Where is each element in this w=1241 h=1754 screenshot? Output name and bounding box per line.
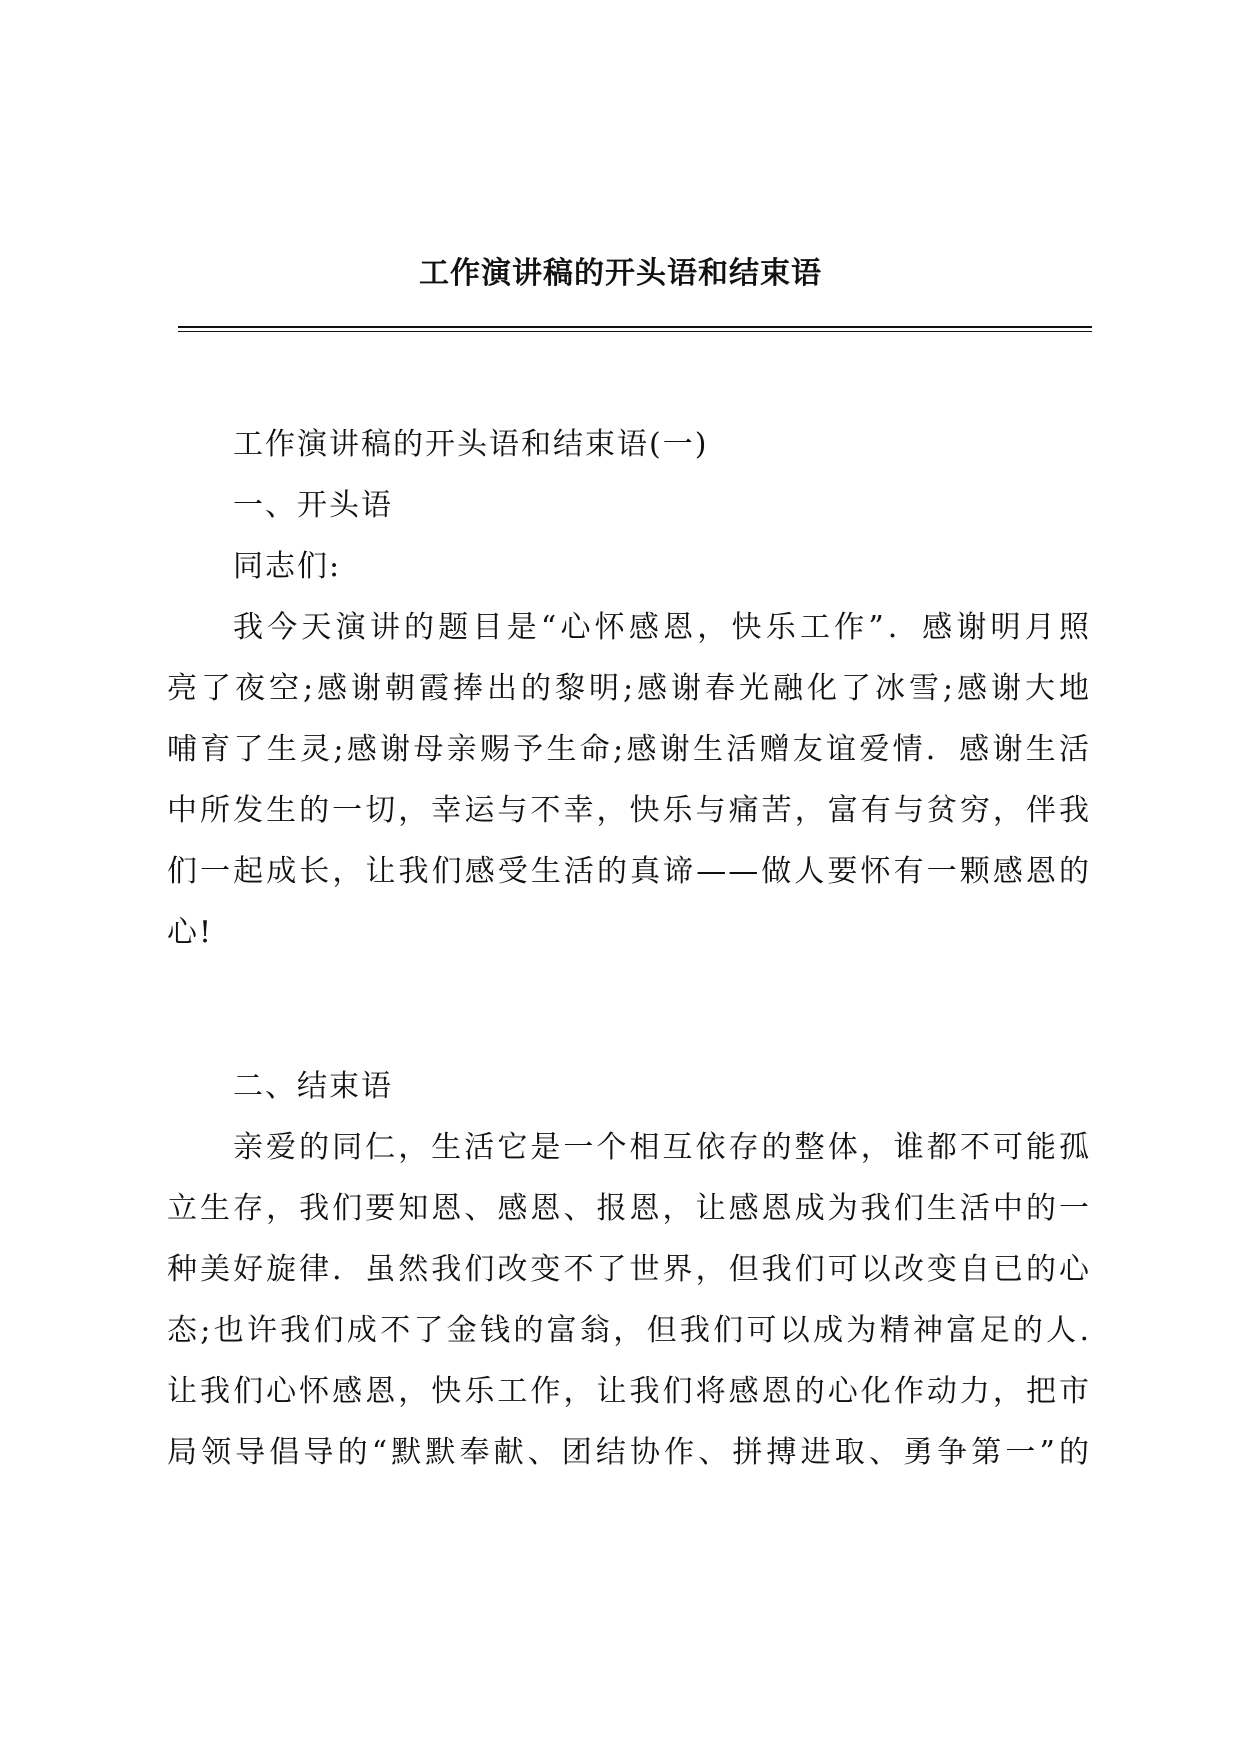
opening-paragraph-line: 中所发生的一切，幸运与不幸，快乐与痛苦，富有与贫穷，伴我	[167, 793, 1091, 828]
opening-paragraph-line: 们一起成长，让我们感受生活的真谛——做人要怀有一颗感恩的	[167, 854, 1091, 889]
opening-paragraph-line: 亮了夜空;感谢朝霞捧出的黎明;感谢春光融化了冰雪;感谢大地	[167, 671, 1091, 706]
opening-paragraph-line: 我今天演讲的题目是“心怀感恩，快乐工作”．感谢明月照	[233, 610, 1091, 645]
closing-paragraph-line: 态;也许我们成不了金钱的富翁，但我们可以成为精神富足的人.	[167, 1313, 1091, 1348]
closing-paragraph-line: 局领导倡导的“默默奉献、团结协作、拼搏进取、勇争第一”的	[167, 1435, 1091, 1470]
opening-heading: 一、开头语	[233, 488, 393, 523]
section-title: 工作演讲稿的开头语和结束语(一)	[233, 427, 709, 462]
closing-paragraph-line: 亲爱的同仁，生活它是一个相互依存的整体，谁都不可能孤	[233, 1130, 1091, 1165]
closing-heading: 二、结束语	[233, 1069, 393, 1104]
title-double-rule	[178, 326, 1092, 332]
opening-paragraph-line: 哺育了生灵;感谢母亲赐予生命;感谢生活赠友谊爱情．感谢生活	[167, 732, 1091, 767]
section-gap	[167, 963, 1091, 1056]
document-body	[167, 414, 1091, 1483]
opening-paragraph-line: 心!	[167, 915, 214, 950]
document-title: 工作演讲稿的开头语和结束语	[419, 256, 822, 291]
closing-paragraph-line: 种美好旋律．虽然我们改变不了世界，但我们可以改变自已的心	[167, 1252, 1091, 1287]
closing-paragraph-line: 让我们心怀感恩，快乐工作，让我们将感恩的心化作动力，把市	[167, 1374, 1091, 1409]
salutation: 同志们:	[233, 549, 342, 584]
closing-paragraph-line: 立生存，我们要知恩、感恩、报恩，让感恩成为我们生活中的一	[167, 1191, 1091, 1226]
